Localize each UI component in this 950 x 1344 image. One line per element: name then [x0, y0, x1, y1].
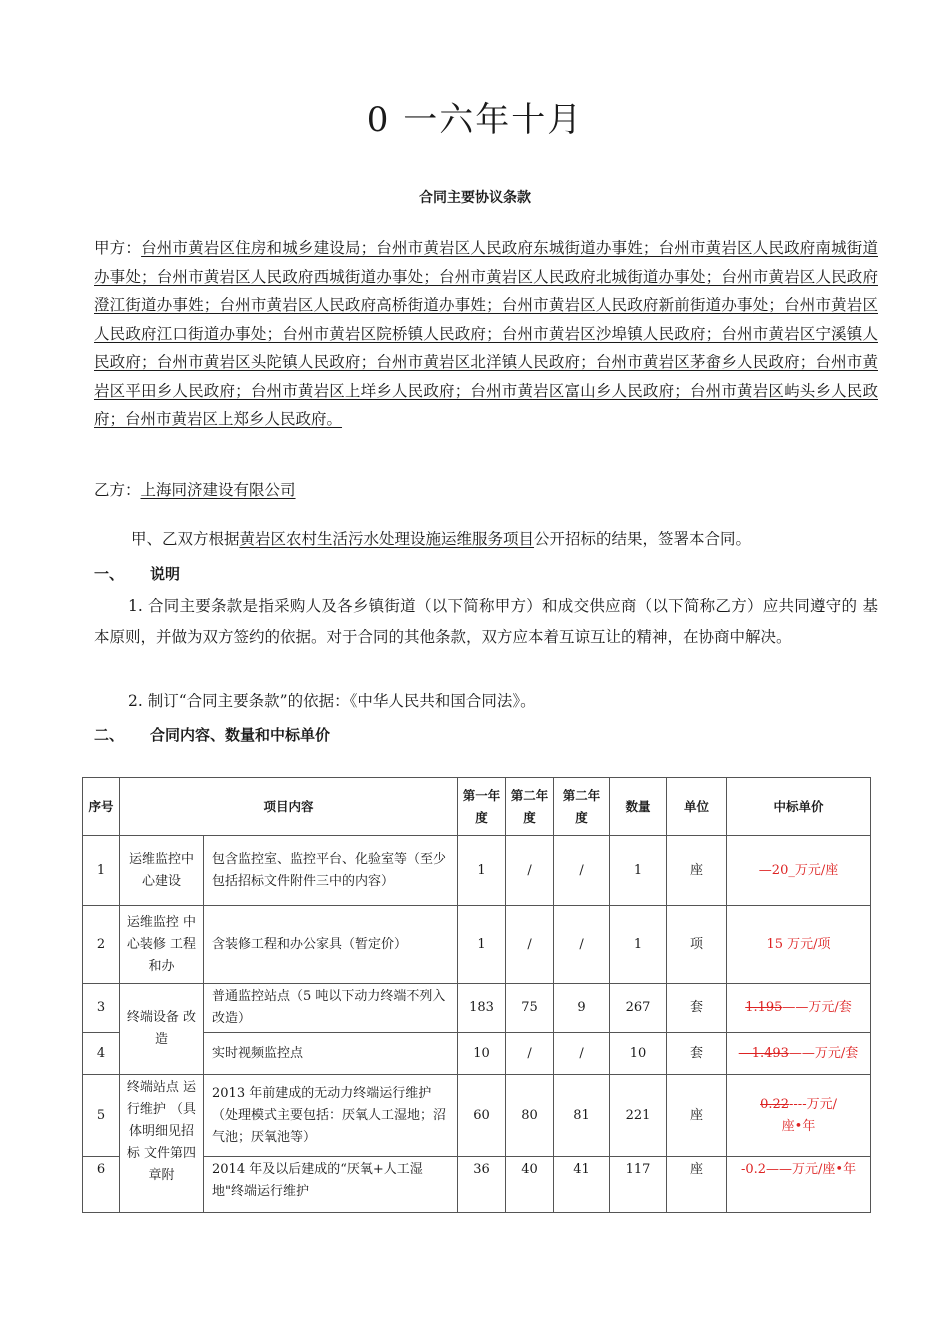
row-year2: / [506, 1033, 554, 1075]
row-year1: 1 [458, 836, 506, 906]
row-year3: 41 [554, 1157, 610, 1213]
section1-num: 一、 [94, 565, 125, 583]
section-title: 合同主要协议条款 [419, 190, 531, 206]
row-year2: 40 [506, 1157, 554, 1213]
row-year2: 75 [506, 984, 554, 1033]
price-line2: 座•年 [781, 1118, 816, 1134]
row-price: —20_万元/座 [727, 836, 871, 906]
header-unit: 单位 [667, 778, 727, 836]
price-struck: 1.195 [745, 1000, 783, 1015]
contract-table [82, 777, 871, 1213]
row-unit: 座 [667, 836, 727, 906]
row-price [727, 984, 871, 1033]
row-no: 1 [83, 836, 120, 906]
section2-num: 二、 [94, 726, 125, 744]
row-detail: 2013 年前建成的无动力终端运行维护（处理模式主要包括：厌氧人工湿地；沼气池；厌氧池等） [204, 1075, 458, 1157]
row-no: 5 [83, 1075, 120, 1157]
row-no: 6 [83, 1157, 120, 1213]
intro-before: 甲、乙双方根据 [131, 530, 240, 548]
table-row [83, 984, 871, 1033]
row-no: 3 [83, 984, 120, 1033]
row-year3: / [554, 836, 610, 906]
price-rest: ——万元/套 [788, 1045, 859, 1061]
row-qty: 10 [610, 1033, 667, 1075]
party-a-block [94, 234, 878, 434]
party-b-block [94, 478, 296, 500]
row-detail: 普通监控站点（5 吨以下动力终端不列入改造） [204, 984, 458, 1033]
row-qty: 1 [610, 836, 667, 906]
row-year3: 9 [554, 984, 610, 1033]
row-price: -0.2——万元/座•年 [727, 1157, 871, 1213]
table-header-row [83, 778, 871, 836]
price-struck: —1.493 [738, 1045, 789, 1061]
row-qty: 1 [610, 906, 667, 984]
row-unit: 项 [667, 906, 727, 984]
row-no: 2 [83, 906, 120, 984]
row-detail: 包含监控室、监控平台、化验室等（至少包括招标文件附件三中的内容） [204, 836, 458, 906]
party-b-label: 乙方： [94, 481, 141, 499]
row-year1: 10 [458, 1033, 506, 1075]
document-date: 0 一六年十月 [366, 100, 584, 140]
party-a-label: 甲方： [94, 239, 142, 257]
row-qty: 117 [610, 1157, 667, 1213]
row-year1: 60 [458, 1075, 506, 1157]
row-category: 终端站点 运行维护 （具体明细见招标 文件第四 章附 [120, 1075, 204, 1213]
intro-after: 公开招标的结果，签署本合同。 [534, 530, 752, 548]
price-rest: ----万元/ [789, 1096, 837, 1112]
row-year1: 183 [458, 984, 506, 1033]
row-unit: 套 [667, 984, 727, 1033]
section2-heading [94, 724, 330, 745]
row-year1: 1 [458, 906, 506, 984]
header-price: 中标单价 [727, 778, 871, 836]
row-year3: 81 [554, 1075, 610, 1157]
row-price [727, 1075, 871, 1157]
party-b-name: 上海同济建设有限公司 [140, 481, 296, 499]
header-year2: 第二年度 [506, 778, 554, 836]
header-seq: 序号 [83, 778, 120, 836]
section2-title: 合同内容、数量和中标单价 [150, 726, 331, 744]
row-category: 运维监控 中心装修 工程和办 [120, 906, 204, 984]
section1-paragraph-1: 1. 合同主要条款是指采购人及各乡镇街道（以下简称甲方）和成交供应商（以下简称乙方）应共同遵守的 基本原则，并做为双方签约的依据。对于合同的其他条款，双方应本着互谅互让的精神，在协商中解决。 [94, 597, 878, 646]
header-year1: 第一年度 [458, 778, 506, 836]
row-year1: 36 [458, 1157, 506, 1213]
table-row [83, 836, 871, 906]
row-qty: 267 [610, 984, 667, 1033]
row-year2: 80 [506, 1075, 554, 1157]
row-category: 终端设备 改造 [120, 984, 204, 1075]
row-detail: 2014 年及以后建成的“厌氧+人工湿地"终端运行维护 [204, 1157, 458, 1213]
row-year3: / [554, 1033, 610, 1075]
table-row [83, 1075, 871, 1157]
row-unit: 座 [667, 1075, 727, 1157]
table-row [83, 906, 871, 984]
intro-project: 黄岩区农村生活污水处理设施运维服务项目 [239, 530, 535, 548]
row-price: 15 万元/项 [727, 906, 871, 984]
row-detail: 实时视频监控点 [204, 1033, 458, 1075]
row-no: 4 [83, 1033, 120, 1075]
price-rest: ——万元/套 [782, 1000, 852, 1015]
row-unit: 座 [667, 1157, 727, 1213]
price-struck: 0.22 [760, 1096, 790, 1112]
header-qty: 数量 [610, 778, 667, 836]
header-content: 项目内容 [120, 778, 458, 836]
header-year3: 第二年度 [554, 778, 610, 836]
row-category: 运维监控中心建设 [120, 836, 204, 906]
section1-title: 说明 [150, 565, 181, 583]
section1-paragraph-2: 2. 制订“合同主要条款”的依据：《中华人民共和国合同法》。 [128, 692, 536, 710]
intro-paragraph [94, 527, 878, 549]
row-unit: 套 [667, 1033, 727, 1075]
row-qty: 221 [610, 1075, 667, 1157]
section1-heading [94, 563, 180, 584]
row-price [727, 1033, 871, 1075]
party-a-text: 台州市黄岩区住房和城乡建设局；台州市黄岩区人民政府东城街道办事姓；台州市黄岩区人民政府南城街道办事处；台州市黄岩区人民政府西城街道办事处；台州市黄岩区人民政府北城街道办事处；台州市黄岩区人民政府澄江街道办事姓；台州市黄岩区人民政府高桥街道办事姓；台州市黄岩区人民政府新前街道办事处；台州市黄岩区人民政府江口街道办事处；台州市黄岩区院桥镇人民政府；台州市黄岩区沙埠镇人民政府；台州市黄岩区宁溪镇人民政府；台州市黄岩区头陀镇人民政府；台州市黄岩区北洋镇人民政府；台州市黄岩区茅畲乡人民政府；台州市黄岩区平田乡人民政府；台州市黄岩区上垟乡人民政府；台州市黄岩区富山乡人民政府；台州市黄岩区屿头乡人民政府；台州市黄岩区上郑乡人民政府。 [94, 239, 878, 428]
row-year2: / [506, 836, 554, 906]
row-year3: / [554, 906, 610, 984]
row-detail: 含装修工程和办公家具（暂定价） [204, 906, 458, 984]
row-year2: / [506, 906, 554, 984]
